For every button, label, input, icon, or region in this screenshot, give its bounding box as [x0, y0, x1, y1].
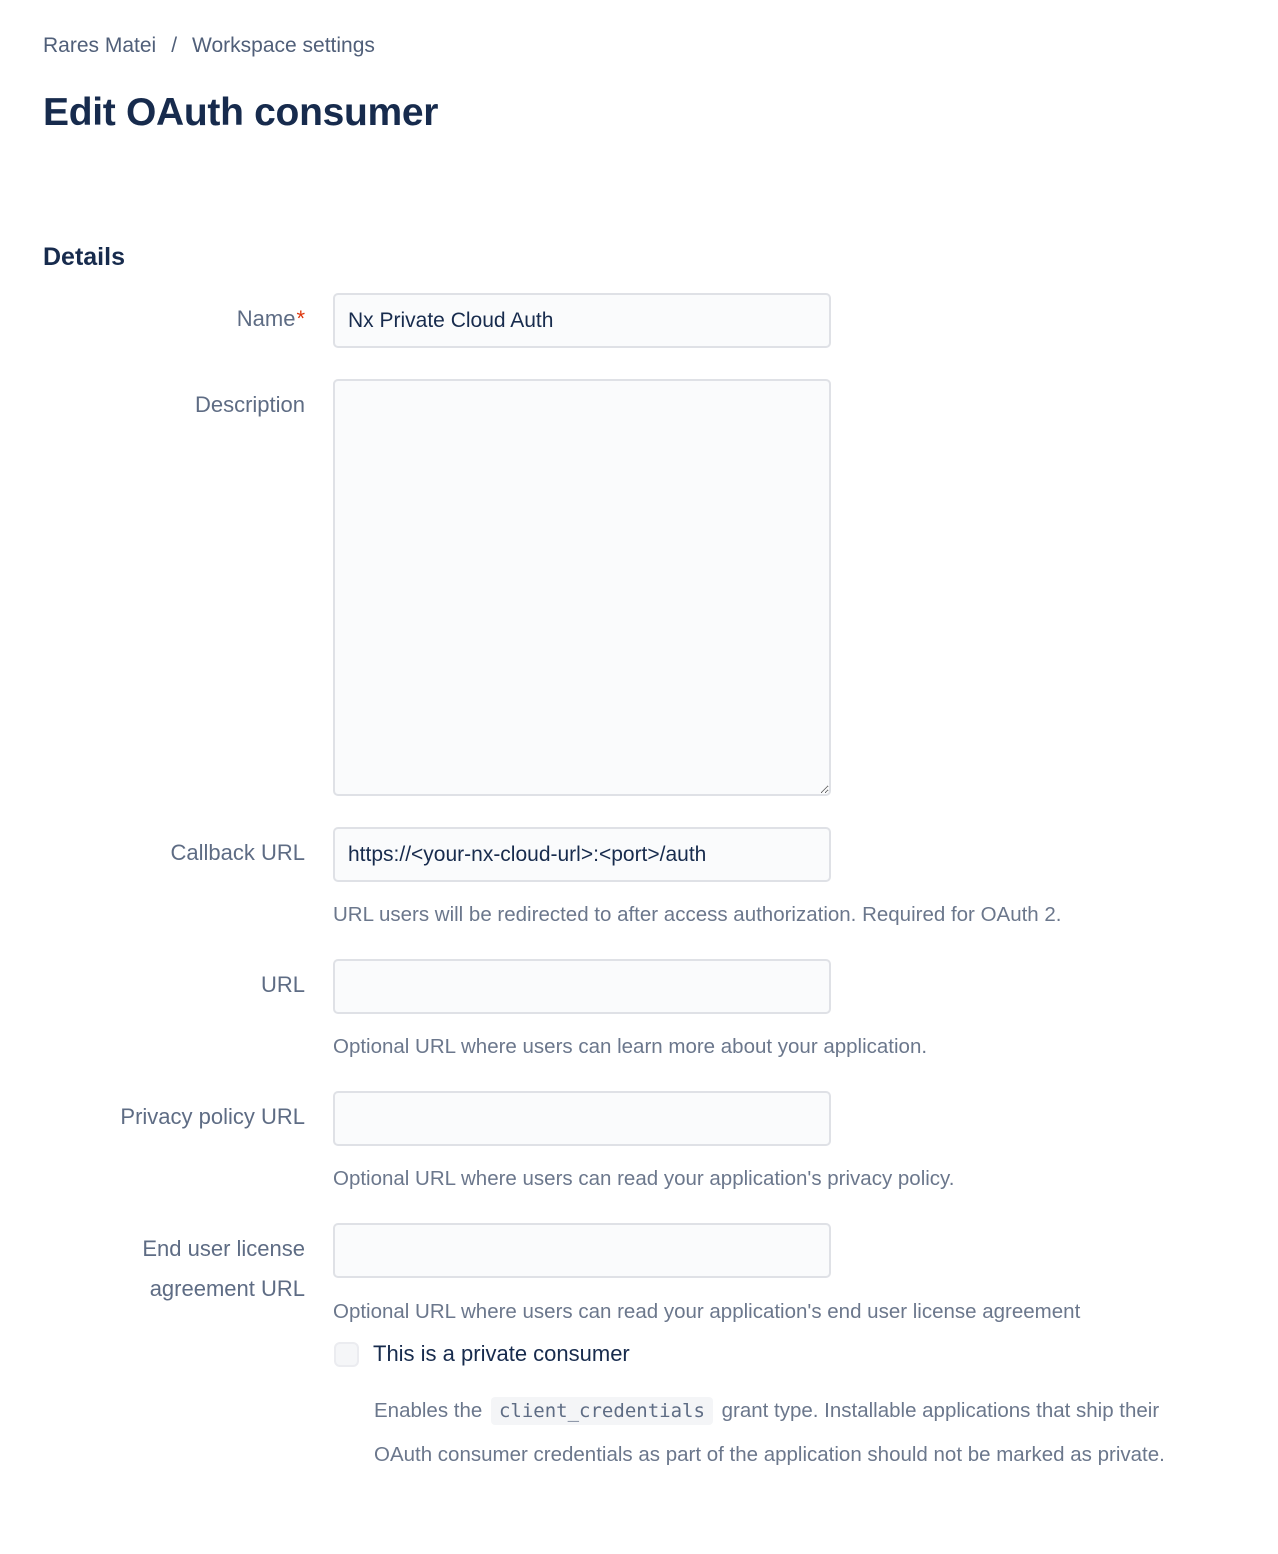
eula-url-input[interactable] — [333, 1223, 831, 1278]
oauth-consumer-form — [43, 293, 1235, 1477]
url-input[interactable] — [333, 959, 831, 1014]
name-row — [43, 293, 1235, 348]
private-consumer-help-suffix: grant type. Installable applications that ship their OAuth consumer credentials as part of the application should not be marked as private. — [374, 1399, 1165, 1466]
private-consumer-row — [334, 1340, 1235, 1368]
callback-url-label: Callback URL — [170, 840, 305, 865]
breadcrumb-separator: / — [171, 34, 178, 57]
name-label: Name* — [236, 306, 305, 331]
breadcrumb-item-workspace[interactable]: Rares Matei — [43, 34, 157, 57]
client-credentials-code: client_credentials — [491, 1397, 713, 1425]
eula-url-help: Optional URL where users can read your application's end user license agreement — [333, 1300, 1081, 1323]
description-textarea[interactable] — [333, 379, 831, 796]
url-help: Optional URL where users can learn more about your application. — [333, 1035, 928, 1058]
privacy-policy-url-row — [43, 1091, 1235, 1192]
section-heading-details: Details — [43, 243, 125, 271]
description-row — [43, 379, 1235, 796]
private-consumer-label[interactable]: This is a private consumer — [373, 1341, 630, 1366]
callback-url-input[interactable] — [333, 827, 831, 882]
callback-url-row — [43, 827, 1235, 928]
callback-url-help: URL users will be redirected to after access authorization. Required for OAuth 2. — [333, 903, 1062, 926]
breadcrumb — [43, 33, 1235, 59]
required-asterisk: * — [296, 306, 305, 331]
name-input[interactable] — [333, 293, 831, 348]
url-label: URL — [260, 972, 305, 997]
description-label: Description — [194, 392, 305, 417]
eula-url-row — [43, 1223, 1235, 1325]
eula-url-label: End user license agreement URL — [142, 1236, 305, 1301]
private-consumer-help — [374, 1389, 1202, 1477]
url-row — [43, 959, 1235, 1060]
private-consumer-help-prefix: Enables the — [374, 1399, 483, 1422]
page-title: Edit OAuth consumer — [43, 91, 439, 134]
privacy-policy-url-input[interactable] — [333, 1091, 831, 1146]
privacy-policy-url-label: Privacy policy URL — [120, 1104, 305, 1129]
privacy-policy-url-help: Optional URL where users can read your application's privacy policy. — [333, 1167, 955, 1190]
breadcrumb-item-workspace-settings[interactable]: Workspace settings — [192, 34, 375, 57]
private-consumer-checkbox[interactable] — [334, 1342, 359, 1367]
